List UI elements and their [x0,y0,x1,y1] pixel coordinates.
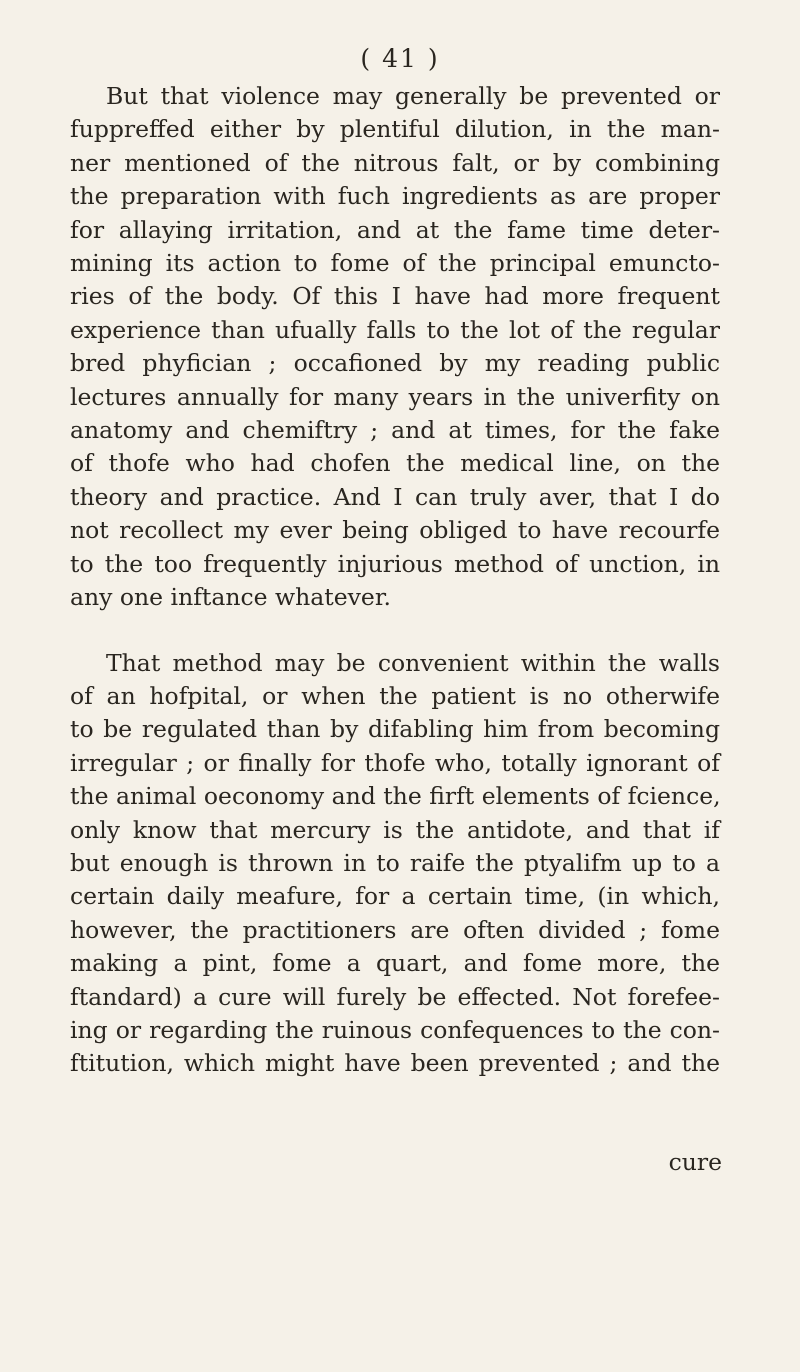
catchword: cure [668,1148,722,1176]
text-line: the preparation with fuch ingredients as are proper [70,182,720,211]
text-line: only know that mercury is the antidote, and that if [70,815,720,844]
text-line: irregular ; or finally for thofe who, totally ignorant of [70,748,720,777]
text-line: any one inftance whatever. [70,583,391,612]
text-line: That method may be convenient within the walls [106,648,720,677]
text-line: for allaying irritation, and at the fame time deter- [70,215,720,244]
page-number: ( 41 ) [360,44,440,73]
text-line: to be regulated than by difabling him from becoming [70,715,720,744]
body-text [70,80,720,1081]
text-line: making a pint, fome a quart, and fome more, the [70,949,720,978]
text-line: to the too frequently injurious method of unction, in [70,549,720,578]
text-line: theory and practice. And I can truly aver, that I do [70,482,720,511]
text-line: mining its action to fome of the principal emuncto- [70,249,720,278]
paragraph-1 [70,80,720,615]
text-line: ftitution, which might have been prevented ; and the [70,1049,720,1078]
text-line: bred phyfician ; occafioned by my reading public [70,349,720,378]
text-line: fuppreffed either by plentiful dilution, in the man- [70,115,720,144]
text-line: the animal oeconomy and the firft elements of fcience, [70,782,721,811]
text-line: experience than ufually falls to the lot of the regular [70,315,720,344]
text-line: anatomy and chemiftry ; and at times, for the fake [70,416,720,445]
text-line: ftandard) a cure will furely be effected. Not forefee- [70,982,720,1011]
text-line: ing or regarding the ruinous confequences to the con- [70,1015,720,1044]
text-line: however, the practitioners are often divided ; fome [70,915,720,944]
text-line: certain daily meafure, for a certain time, (in which, [70,882,720,911]
paragraph-gap [70,615,720,647]
text-line: ner mentioned of the nitrous falt, or by combining [70,148,720,177]
text-line: lectures annually for many years in the univerfity on [70,382,720,411]
text-line: not recollect my ever being obliged to have recourfe [70,516,720,545]
text-line: of an hofpital, or when the patient is no otherwife [70,681,720,710]
text-line: but enough is thrown in to raife the ptyalifm up to a [70,848,720,877]
paragraph-2 [70,647,720,1081]
text-line: of thofe who had chofen the medical line, on the [70,449,720,478]
text-line: But that violence may generally be prevented or [106,82,720,110]
text-line: ries of the body. Of this I have had more frequent [70,282,720,311]
